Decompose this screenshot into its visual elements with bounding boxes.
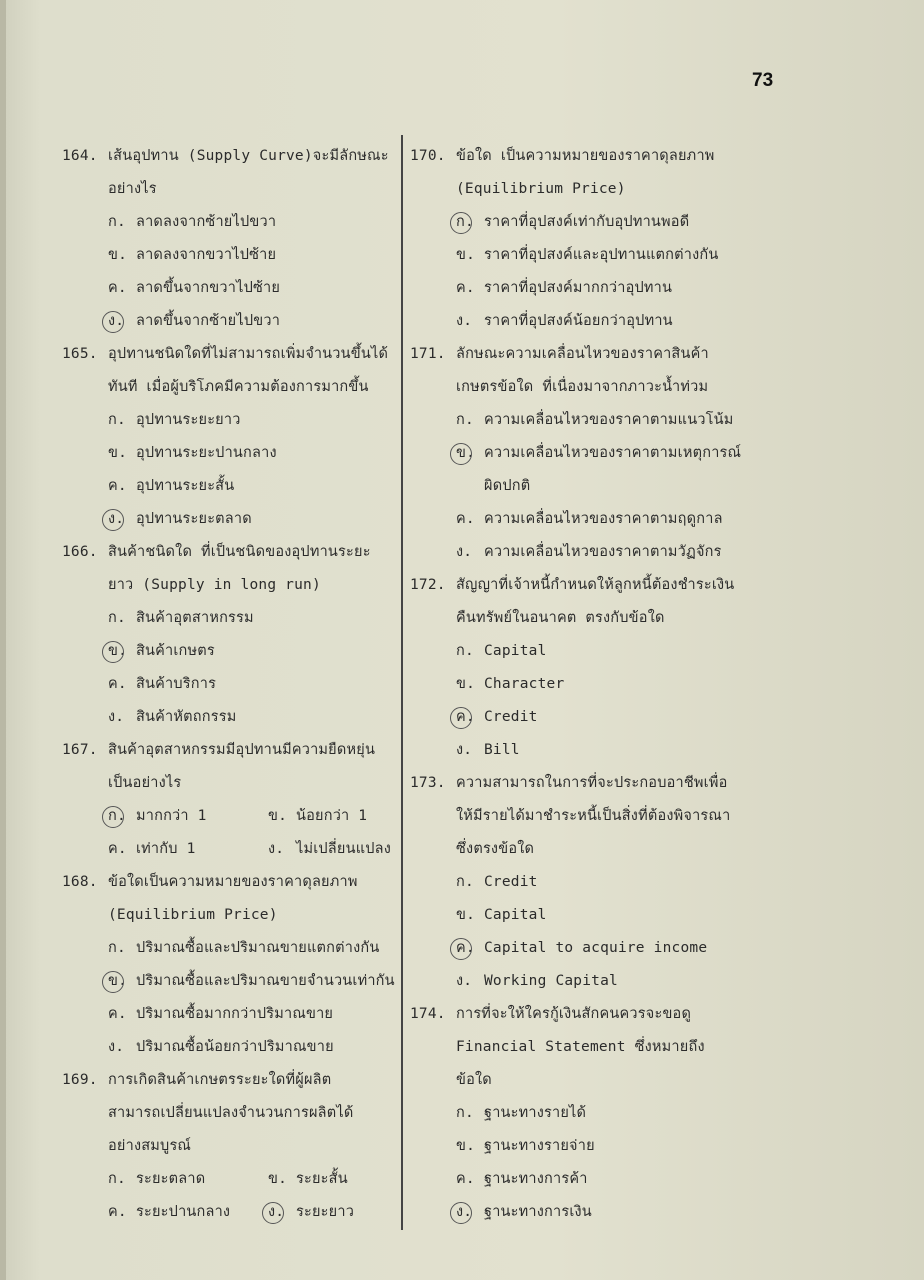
answer-option [108, 701, 236, 734]
question-line [62, 140, 400, 173]
option-letter: ก. [108, 940, 126, 956]
option-text: อุปทานระยะสั้น [136, 478, 235, 494]
question-text: ข้อใด เป็นความหมายของราคาดุลยภาพ [456, 148, 715, 164]
question-line [62, 536, 400, 569]
option-line [410, 503, 810, 536]
option-pair-line [62, 833, 400, 866]
option-line [62, 206, 400, 239]
answer-option [268, 1196, 354, 1229]
option-letter: ก. [108, 214, 126, 230]
question-block [410, 569, 810, 767]
option-line [62, 305, 400, 338]
option-line [62, 668, 400, 701]
question-text: เกษตรข้อใด ที่เนื่องมาจากภาวะน้ำท่วม [456, 379, 709, 395]
question-block [62, 866, 400, 1064]
question-number: 165. [62, 346, 98, 362]
circled-answer-mark [102, 311, 124, 333]
option-text: ระยะตลาด [136, 1171, 206, 1187]
question-line [410, 800, 810, 833]
option-text: ไม่เปลี่ยนแปลง [296, 841, 392, 857]
option-line [410, 1097, 810, 1130]
option-line [410, 734, 810, 767]
option-letter: ก. [108, 1171, 126, 1187]
question-number: 172. [410, 577, 446, 593]
question-text: สัญญาที่เจ้าหนี้กำหนดให้ลูกหนี้ต้องชำระเงิน [456, 577, 735, 593]
option-line [62, 602, 400, 635]
option-text: สินค้าเกษตร [136, 643, 215, 659]
option-letter: ง. [108, 709, 125, 725]
question-line [410, 767, 810, 800]
answer-option [456, 404, 734, 437]
option-line [62, 470, 400, 503]
page-edge [0, 0, 6, 1280]
question-line [62, 767, 400, 800]
option-letter: ก. [456, 412, 474, 428]
option-text: ฐานะทางการค้า [484, 1171, 588, 1187]
option-line [62, 503, 400, 536]
question-line [410, 833, 810, 866]
option-letter: ข. [456, 247, 476, 263]
question-text: เส้นอุปทาน (Supply Curve)จะมีลักษณะ [108, 148, 389, 164]
question-text: สินค้าอุตสาหกรรมมีอุปทานมีความยืดหยุ่น [108, 742, 376, 758]
question-line [62, 1130, 400, 1163]
answer-option [456, 503, 723, 536]
answer-option [108, 437, 277, 470]
question-text: ข้อใดเป็นความหมายของราคาดุลยภาพ [108, 874, 358, 890]
option-letter: ค. [108, 1204, 127, 1220]
option-text: ปริมาณซื้อและปริมาณขายแตกต่างกัน [136, 940, 380, 956]
question-number: 169. [62, 1072, 98, 1088]
answer-option [456, 239, 719, 272]
option-text: มากกว่า 1 [136, 808, 207, 824]
option-text: Credit [484, 874, 538, 890]
question-line [410, 1031, 810, 1064]
option-letter: ง. [456, 973, 473, 989]
option-text: ความเคลื่อนไหวของราคาตามเหตุการณ์ [484, 445, 742, 461]
option-letter: ก. [456, 643, 474, 659]
option-text: ราคาที่อุปสงค์และอุปทานแตกต่างกัน [484, 247, 719, 263]
left-column [62, 140, 400, 1229]
question-text: สามารถเปลี่ยนแปลงจำนวนการผลิตได้ [108, 1105, 354, 1121]
question-number: 171. [410, 346, 446, 362]
question-line [62, 1064, 400, 1097]
answer-option [456, 635, 547, 668]
question-block [62, 338, 400, 536]
answer-option [108, 635, 215, 668]
question-text: เป็นอย่างไร [108, 775, 182, 791]
circled-answer-mark [450, 707, 472, 729]
question-block [62, 536, 400, 734]
option-text: ลาดขึ้นจากขวาไปซ้าย [136, 280, 281, 296]
question-text: คืนทรัพย์ในอนาคต ตรงกับข้อใด [456, 610, 665, 626]
question-block [62, 734, 400, 866]
question-block [62, 1064, 400, 1229]
answer-option [268, 1163, 348, 1196]
question-text: ยาว (Supply in long run) [108, 577, 321, 593]
option-text: Working Capital [484, 973, 618, 989]
option-text: ระยะยาว [296, 1204, 355, 1220]
circled-answer-mark [450, 212, 472, 234]
question-line [62, 569, 400, 602]
answer-option [108, 668, 216, 701]
page-number: 73 [752, 70, 774, 91]
option-line [62, 965, 400, 998]
question-line [410, 173, 810, 206]
option-text: ราคาที่อุปสงค์น้อยกว่าอุปทาน [484, 313, 673, 329]
answer-option [456, 932, 707, 965]
option-letter: ข. [456, 676, 476, 692]
option-letter: ง. [268, 841, 285, 857]
option-text: ความเคลื่อนไหวของราคาตามวัฏจักร [484, 544, 722, 560]
answer-option [108, 1031, 334, 1064]
option-line [410, 899, 810, 932]
option-letter: ง. [456, 313, 473, 329]
option-text: Capital [484, 907, 547, 923]
option-letter: ง. [108, 305, 136, 338]
option-text: น้อยกว่า 1 [296, 808, 368, 824]
answer-option [268, 833, 391, 866]
option-line [410, 239, 810, 272]
answer-option [108, 503, 252, 536]
question-block [62, 140, 400, 338]
option-line [62, 1031, 400, 1064]
option-text: Bill [484, 742, 520, 758]
option-line [62, 635, 400, 668]
option-line [410, 965, 810, 998]
answer-option [456, 1196, 592, 1229]
option-line [410, 635, 810, 668]
answer-option [108, 206, 276, 239]
circled-answer-mark [262, 1202, 284, 1224]
option-letter: ค. [108, 280, 127, 296]
answer-option [456, 899, 547, 932]
option-text: ความเคลื่อนไหวของราคาตามฤดูกาล [484, 511, 723, 527]
option-letter: ง. [456, 742, 473, 758]
option-pair-line [62, 1163, 400, 1196]
answer-option [108, 932, 379, 965]
question-block [410, 140, 810, 338]
option-line [62, 404, 400, 437]
option-pair-line [62, 800, 400, 833]
question-number: 174. [410, 1006, 446, 1022]
option-letter: ง. [108, 503, 136, 536]
option-letter: ก. [108, 412, 126, 428]
answer-option [108, 800, 207, 833]
option-letter: ค. [456, 932, 484, 965]
option-line [410, 305, 810, 338]
option-line [62, 239, 400, 272]
option-text: ระยะปานกลาง [136, 1204, 231, 1220]
option-text: ฐานะทางรายจ่าย [484, 1138, 595, 1154]
circled-answer-mark [102, 806, 124, 828]
option-line [410, 1196, 810, 1229]
option-letter: ค. [108, 478, 127, 494]
answer-option [456, 734, 520, 767]
option-text: ปริมาณซื้อมากกว่าปริมาณขาย [136, 1006, 334, 1022]
option-text: ปริมาณซื้อน้อยกว่าปริมาณขาย [136, 1039, 334, 1055]
question-line [410, 338, 810, 371]
option-letter: ข. [108, 247, 128, 263]
answer-option [456, 272, 672, 305]
question-text: ซึ่งตรงข้อใด [456, 841, 535, 857]
option-letter: ข. [456, 437, 484, 470]
question-line [62, 338, 400, 371]
question-line [410, 602, 810, 635]
question-line [62, 734, 400, 767]
option-line [410, 404, 810, 437]
answer-option [108, 470, 234, 503]
option-line [410, 206, 810, 239]
option-line [62, 272, 400, 305]
answer-option [456, 668, 564, 701]
option-line [410, 1163, 810, 1196]
option-letter: ก. [108, 610, 126, 626]
answer-option [108, 833, 196, 866]
question-line [62, 173, 400, 206]
option-letter: ข. [108, 635, 136, 668]
option-letter: ข. [268, 808, 288, 824]
option-letter: ข. [108, 965, 136, 998]
circled-answer-mark [450, 443, 472, 465]
option-text: ฐานะทางการเงิน [484, 1204, 592, 1220]
option-letter: ก. [456, 874, 474, 890]
question-number: 167. [62, 742, 98, 758]
answer-option [108, 305, 280, 338]
circled-answer-mark [450, 938, 472, 960]
question-text: (Equilibrium Price) [456, 181, 626, 197]
option-letter: ง. [456, 1196, 484, 1229]
question-block [410, 767, 810, 998]
option-text: ปริมาณซื้อและปริมาณขายจำนวนเท่ากัน [136, 973, 395, 989]
answer-option [108, 998, 333, 1031]
option-line [62, 701, 400, 734]
question-text: อย่างสมบูรณ์ [108, 1138, 192, 1154]
circled-answer-mark [102, 641, 124, 663]
question-number: 170. [410, 148, 446, 164]
option-letter: ค. [108, 841, 127, 857]
option-text: ราคาที่อุปสงค์เท่ากับอุปทานพอดี [484, 214, 690, 230]
option-line [410, 437, 810, 470]
option-line [410, 1130, 810, 1163]
question-text: ให้มีรายได้มาชำระหนี้เป็นสิ่งที่ต้องพิจารณา [456, 808, 731, 824]
option-letter: ข. [108, 445, 128, 461]
question-line [410, 1064, 810, 1097]
option-text: ลาดขึ้นจากซ้ายไปขวา [136, 313, 281, 329]
question-number: 168. [62, 874, 98, 890]
answer-option [108, 272, 280, 305]
option-text: ลาดลงจากซ้ายไปขวา [136, 214, 277, 230]
question-line [62, 371, 400, 404]
option-continuation [456, 470, 530, 503]
option-text: Credit [484, 709, 538, 725]
question-text: ทันที เมื่อผู้บริโภคมีความต้องการมากขึ้น [108, 379, 369, 395]
option-letter: ก. [108, 800, 136, 833]
option-letter: ง. [456, 544, 473, 560]
option-text: ระยะสั้น [296, 1171, 348, 1187]
answer-option [456, 536, 722, 569]
answer-option [456, 965, 618, 998]
answer-option [108, 1163, 205, 1196]
option-text: สินค้าหัตถกรรม [136, 709, 237, 725]
answer-option [456, 1163, 588, 1196]
question-text: ความสามารถในการที่จะประกอบอาชีพเพื่อ [456, 775, 728, 791]
answer-option [108, 1196, 230, 1229]
question-text: อุปทานชนิดใดที่ไม่สามารถเพิ่มจำนวนขึ้นได้ [108, 346, 389, 362]
option-line [410, 932, 810, 965]
question-block [410, 338, 810, 569]
option-pair-line [62, 1196, 400, 1229]
option-text: Capital to acquire income [484, 940, 708, 956]
option-letter: ข. [456, 907, 476, 923]
option-line [410, 272, 810, 305]
option-line [62, 437, 400, 470]
question-line [410, 998, 810, 1031]
option-line [410, 866, 810, 899]
answer-option [456, 701, 538, 734]
option-letter: ค. [456, 1171, 475, 1187]
option-text: ลาดลงจากขวาไปซ้าย [136, 247, 277, 263]
option-text: ความเคลื่อนไหวของราคาตามแนวโน้ม [484, 412, 734, 428]
question-line [410, 140, 810, 173]
question-number: 173. [410, 775, 446, 791]
option-text: สินค้าอุตสาหกรรม [136, 610, 254, 626]
option-text: Character [484, 676, 565, 692]
option-line [410, 668, 810, 701]
option-line [410, 701, 810, 734]
option-text: ผิดปกติ [484, 478, 531, 494]
question-text: สินค้าชนิดใด ที่เป็นชนิดของอุปทานระยะ [108, 544, 371, 560]
option-letter: ค. [108, 1006, 127, 1022]
option-line [410, 536, 810, 569]
option-letter: ง. [108, 1039, 125, 1055]
question-number: 166. [62, 544, 98, 560]
option-letter: ค. [456, 511, 475, 527]
answer-option [456, 1130, 595, 1163]
answer-option [108, 602, 254, 635]
question-block [410, 998, 810, 1229]
option-text: อุปทานระยะปานกลาง [136, 445, 277, 461]
question-number: 164. [62, 148, 98, 164]
question-text: ข้อใด [456, 1072, 492, 1088]
option-letter: ง. [268, 1196, 296, 1229]
option-letter: ก. [456, 206, 484, 239]
option-letter: ค. [456, 701, 484, 734]
answer-option [456, 437, 741, 470]
answer-option [456, 1097, 586, 1130]
option-letter: ก. [456, 1105, 474, 1121]
question-line [62, 1097, 400, 1130]
option-line [410, 470, 810, 503]
question-text: Financial Statement ซึ่งหมายถึง [456, 1039, 705, 1055]
question-text: อย่างไร [108, 181, 157, 197]
option-text: สินค้าบริการ [136, 676, 217, 692]
answer-option [108, 965, 395, 998]
answer-option [456, 305, 673, 338]
question-line [410, 371, 810, 404]
answer-option [108, 404, 241, 437]
answer-option [456, 206, 689, 239]
option-line [62, 998, 400, 1031]
option-text: อุปทานระยะยาว [136, 412, 241, 428]
option-text: ฐานะทางรายได้ [484, 1105, 587, 1121]
circled-answer-mark [102, 509, 124, 531]
option-text: ราคาที่อุปสงค์มากกว่าอุปทาน [484, 280, 673, 296]
answer-option [268, 800, 367, 833]
question-line [62, 866, 400, 899]
option-letter: ข. [456, 1138, 476, 1154]
question-line [62, 899, 400, 932]
option-text: อุปทานระยะตลาด [136, 511, 252, 527]
option-line [62, 932, 400, 965]
option-text: เท่ากับ 1 [136, 841, 196, 857]
question-line [410, 569, 810, 602]
question-text: ลักษณะความเคลื่อนไหวของราคาสินค้า [456, 346, 709, 362]
question-text: การเกิดสินค้าเกษตรระยะใดที่ผู้ผลิต [108, 1072, 332, 1088]
question-text: การที่จะให้ใครกู้เงินสักคนควรจะขอดู [456, 1006, 692, 1022]
option-letter: ข. [268, 1171, 288, 1187]
column-divider [401, 135, 403, 1230]
right-column [410, 140, 810, 1229]
option-text: Capital [484, 643, 547, 659]
answer-option [108, 239, 276, 272]
circled-answer-mark [102, 971, 124, 993]
answer-option [456, 866, 538, 899]
option-letter: ค. [456, 280, 475, 296]
option-letter: ค. [108, 676, 127, 692]
question-text: (Equilibrium Price) [108, 907, 278, 923]
circled-answer-mark [450, 1202, 472, 1224]
